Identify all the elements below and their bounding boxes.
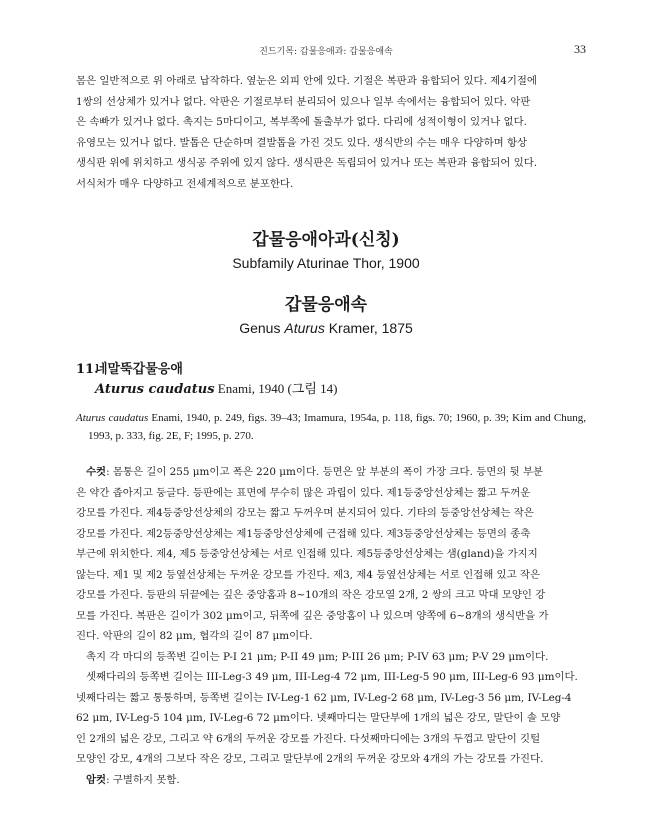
genus-name: Aturus [284, 320, 325, 336]
text-line: 강모를 가진다. 등판의 뒤끝에는 깊은 중앙홈과 8~10개의 작은 강모열 2개, 2 쌍의 크고 막대 모양인 강 [76, 589, 546, 601]
synonymy-text: Enami, 1940, p. 249, figs. 39–43; Imamura, 1954a, p. 118, figs. 70; 1960, p. 39; Kim and Chung, 1993, p. 333, fig. 2E, F; 1995, p. 270. [88, 412, 586, 442]
text-line: 모를 가진다. 복판은 길이가 302 μm이고, 뒤쪽에 깊은 중앙홈이 나 있으며 양쪽에 6~8개의 생식반을 가 [76, 609, 549, 622]
intro-paragraph [76, 71, 586, 194]
description [76, 462, 586, 790]
text-line: 넷째다리는 짧고 통통하며, 등쪽변 길이는 IV-Leg-1 62 μm, IV-Leg-2 68 μm, IV-Leg-3 56 μm, IV-Leg-4 [76, 691, 572, 704]
genus-heading [0, 294, 652, 338]
species-latin: Aturus caudatus [95, 382, 215, 397]
genus-latin [0, 318, 652, 338]
text-line: 강모를 가진다. 제2등중앙선상체는 제1등중앙선상체에 근접해 있다. 제3등중앙선상체는 등면의 종축 [76, 527, 531, 540]
species-heading [76, 360, 596, 399]
text-line [76, 770, 586, 791]
text-line: 부근에 위치한다. 제4, 제5 등중앙선상체는 서로 인접해 있다. 제5등중앙선상체는 샘(gland)을 가지지 [76, 548, 538, 560]
text-line: 은 약간 좁아지고 둥글다. 등판에는 표면에 무수히 많은 과립이 있다. 제1등중앙선상체는 짧고 두꺼운 [76, 486, 531, 499]
text-line: 셋째다리의 등쪽변 길이는 III-Leg-3 49 μm, III-Leg-4 72 μm, III-Leg-5 90 μm, III-Leg-6 93 μm이다. [86, 671, 578, 683]
text-line: 강모를 가진다. 제4등중앙선상체의 강모는 짧고 두꺼우며 분지되어 있다. 기타의 등중앙선상체는 작은 [76, 507, 534, 519]
species-korean-line [76, 360, 596, 379]
text-line: 몸은 일반적으로 위 아래로 납작하다. 옆눈은 외피 안에 있다. 기절은 복판과 융합되어 있다. 제4기절에 [76, 75, 537, 87]
text-line: 1쌍의 선상체가 있거나 없다. 악판은 기절로부터 분리되어 있으나 일부 속에서는 융합되어 있다. 악판 [76, 95, 531, 108]
species-latin-line [76, 379, 596, 399]
text-line: 인 2개의 넓은 강모, 그리고 약 6개의 두꺼운 강모를 가진다. 다섯째마디에는 3개의 두껍고 말단이 깃털 [76, 732, 541, 745]
species-korean: 네말뚝갑물응애 [95, 362, 183, 377]
text-line: 모양인 강모, 4개의 그보다 작은 강모, 그리고 말단부에 2개의 두꺼운 강모와 4개의 가는 강모를 가진다. [76, 753, 544, 765]
genus-prefix: Genus [239, 320, 285, 336]
text-line: 서식처가 매우 다양하고 전세계적으로 분포한다. [76, 177, 294, 190]
running-header: 진드기목: 갑물응애과: 갑물응애속 [259, 47, 393, 57]
male-label: 수컷 [86, 466, 107, 478]
text-line: 은 속빠가 있거나 없다. 촉지는 5마디이고, 복부쪽에 돌출부가 없다. 다리에 성적이형이 있거나 없다. [76, 116, 527, 128]
text-segment: : 구별하지 못함. [106, 773, 180, 786]
text-line: 진다. 악판의 길이 82 μm, 협각의 길이 87 μm이다. [76, 630, 313, 642]
synonymy-name: Aturus caudatus [76, 412, 149, 424]
subfamily-latin: Subfamily Aturinae Thor, 1900 [232, 255, 420, 271]
genus-author: Kramer, 1875 [324, 320, 413, 336]
genus-korean: 갑물응애속 [284, 295, 368, 315]
text-line: 생식판 위에 위치하고 생식공 주위에 있지 않다. 생식판은 독립되어 있거나 또는 복판과 융합되어 있다. [76, 157, 538, 169]
female-label: 암컷 [86, 773, 107, 786]
text-line: 유영모는 있거나 없다. 발톱은 단순하며 결발톱을 가진 것도 있다. 생식반의 수는 매우 다양하며 항상 [76, 136, 528, 149]
synonymy-paragraph [76, 409, 586, 445]
page-number: 33 [574, 42, 586, 56]
text-line: 62 μm, IV-Leg-5 104 μm, IV-Leg-6 72 μm이다. 넷째마디는 말단부에 1개의 넓은 강모, 말단이 솔 모양 [76, 712, 561, 724]
text-line: 촉지 각 마디의 등쪽변 길이는 P-I 21 μm; P-II 49 μm; P-III 26 μm; P-IV 63 μm; P-V 29 μm이다. [86, 650, 549, 663]
subfamily-korean: 갑물응애아과(신칭) [252, 230, 400, 250]
subfamily-heading [0, 229, 652, 273]
species-author: Enami, 1940 (그림 14) [214, 381, 338, 396]
species-number: 11. [76, 362, 99, 377]
text-line: 않는다. 제1 및 제2 등옆선상체는 두꺼운 강모를 가진다. 제3, 제4 등옆선상체는 서로 인접해 있고 작은 [76, 568, 541, 581]
text-segment: : 몸통은 길이 255 μm이고 폭은 220 μm이다. 등면은 앞 부분의 폭이 가장 크다. 등면의 뒷 부분 [106, 466, 544, 478]
text-line [76, 462, 586, 483]
